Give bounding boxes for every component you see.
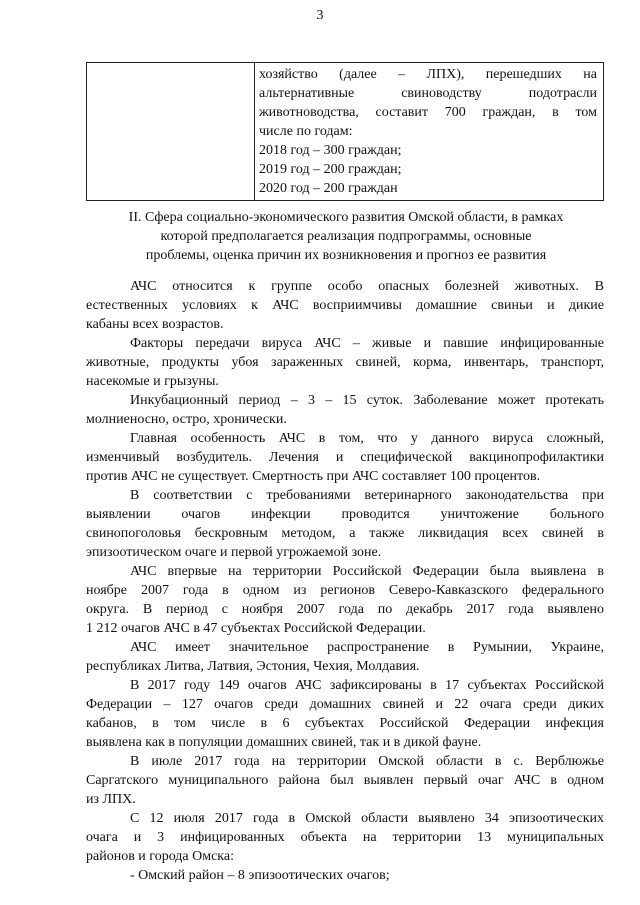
table-line: хозяйство (далее – ЛПХ), перешедших на — [259, 67, 597, 82]
table-line: 2018 год – 300 граждан; — [259, 143, 402, 158]
text-line: 1 212 очагов АЧС в 47 субъектах Российской Федерации. — [86, 621, 426, 636]
paragraph — [86, 752, 604, 809]
paragraph — [86, 429, 604, 486]
table-cell-right — [255, 63, 604, 201]
paragraph — [86, 866, 604, 885]
text-line: Факторы передачи вируса АЧС – живые и павшие инфицированные — [130, 336, 604, 351]
text-line: животные, продукты убоя зараженных свиней, корма, инвентарь, транспорт, — [86, 355, 604, 370]
paragraph — [86, 676, 604, 752]
text-line: В июле 2017 года на территории Омской области в с. Верблюжье — [130, 754, 604, 769]
paragraph — [86, 334, 604, 391]
table-line: числе по годам: — [259, 124, 353, 139]
continuation-table — [86, 62, 604, 201]
paragraph — [86, 277, 604, 334]
page-number: 3 — [316, 8, 324, 23]
paragraph — [86, 638, 604, 676]
table-line: животноводства, составит 700 граждан, в том — [259, 105, 597, 120]
text-line: кабанов, в том числе в 6 субъектах Российской Федерации инфекция — [86, 716, 604, 731]
text-line: Главная особенность АЧС в том, что у данного вируса сложный, — [130, 431, 604, 446]
text-line: районов и города Омска: — [86, 849, 235, 864]
text-line: В соответствии с требованиями ветеринарного законодательства при — [130, 488, 604, 503]
heading-line: II. Сфера социально-экономического развития Омской области, в рамках — [128, 210, 564, 225]
paragraph — [86, 391, 604, 429]
text-line: АЧС относится к группе особо опасных болезней животных. В — [130, 279, 604, 294]
heading-line: проблемы, оценка причин их возникновения и прогноз ее развития — [145, 248, 547, 263]
section-heading — [86, 208, 606, 265]
text-line: В 2017 году 149 очагов АЧС зафиксированы в 17 субъектах Российской — [130, 678, 604, 693]
table-line: 2020 год – 200 граждан — [259, 181, 398, 196]
paragraph — [86, 486, 604, 562]
text-line: АЧС впервые на территории Российской Федерации была выявлена в — [130, 564, 604, 579]
text-line: ноябре 2007 года в одном из регионов Северо-Кавказского федерального — [86, 583, 604, 598]
text-line: - Омский район – 8 эпизоотических очагов; — [130, 868, 390, 883]
text-line: эпизоотическом очаге и первой угрожаемой зоне. — [86, 545, 382, 560]
table-line: 2019 год – 200 граждан; — [259, 162, 402, 177]
text-line: свинопоголовья бескровным методом, а также ликвидация всех свиней в — [86, 526, 604, 541]
text-line: кабаны всех возрастов. — [86, 317, 224, 332]
text-line: Инкубационный период – 3 – 15 суток. Заболевание может протекать — [130, 393, 604, 408]
heading-line: которой предполагается реализация подпрограммы, основные — [160, 229, 532, 244]
table-row — [87, 63, 604, 201]
table-cell-left — [87, 63, 255, 201]
text-line: выявлена как в популяции домашних свиней, так и в дикой фауне. — [86, 735, 482, 750]
text-line: АЧС имеет значительное распространение в Румынии, Украине, — [130, 640, 604, 655]
text-line: очага и 3 инфицированных объекта на территории 13 муниципальных — [86, 830, 604, 845]
text-line: молниеносно, остро, хронически. — [86, 412, 287, 427]
text-line: выявлении очагов инфекции проводится уничтожение больного — [86, 507, 604, 522]
paragraph — [86, 809, 604, 866]
text-line: Саргатского муниципального района был выявлен первый очаг АЧС в одном — [86, 773, 604, 788]
text-line: республиках Литва, Латвия, Эстония, Чехия, Молдавия. — [86, 659, 420, 674]
text-line: против АЧС не существует. Смертность при АЧС составляет 100 процентов. — [86, 469, 541, 484]
text-line: округа. В период с ноября 2007 года по декабрь 2017 года выявлено — [86, 602, 604, 617]
text-line: изменчивый возбудитель. Лечения и специфической вакцинопрофилактики — [86, 450, 604, 465]
body-text — [86, 277, 604, 885]
text-line: из ЛПХ. — [86, 792, 136, 807]
text-line: Федерации – 127 очагов среди домашних свиней и 22 очага среди диких — [86, 697, 604, 712]
paragraph — [86, 562, 604, 638]
text-line: насекомые и грызуны. — [86, 374, 219, 389]
table-line: альтернативные свиноводству подотрасли — [259, 86, 597, 101]
text-line: естественных условиях к АЧС восприимчивы домашние свиньи и дикие — [86, 298, 604, 313]
text-line: С 12 июля 2017 года в Омской области выявлено 34 эпизоотических — [130, 811, 604, 826]
